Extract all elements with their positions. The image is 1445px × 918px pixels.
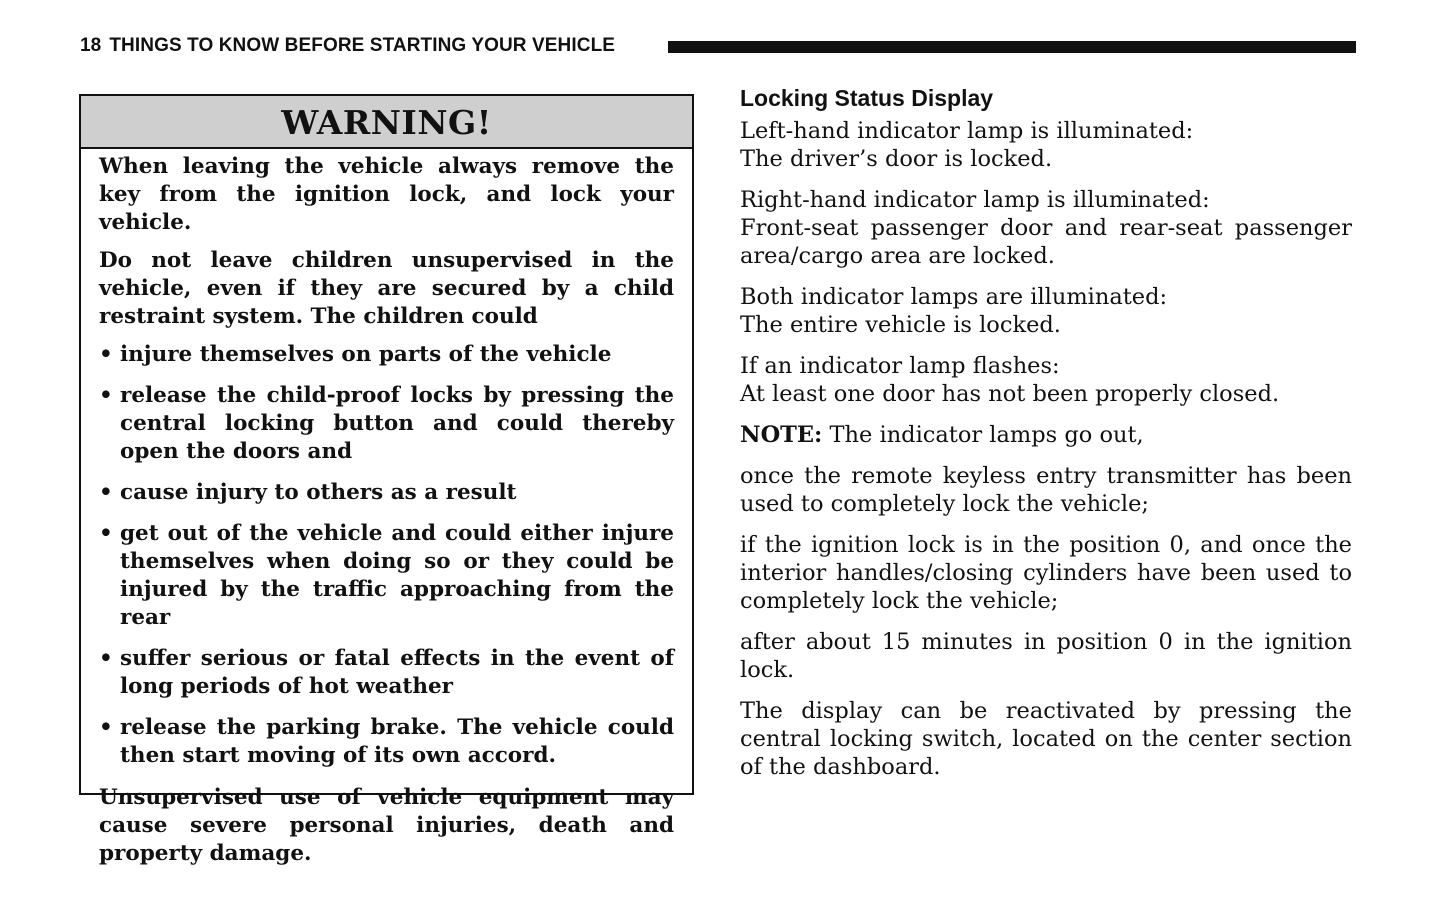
warning-body [81, 149, 692, 868]
warning-closing: Unsupervised use of vehicle equipment may cause severe personal injuries, death and property damage. [99, 785, 674, 866]
list-item [99, 479, 674, 507]
both-lamps-condition: Both indicator lamps are illuminated: [740, 284, 1168, 310]
header-rule [668, 41, 1356, 53]
list-item [99, 341, 674, 369]
list-item [99, 645, 674, 701]
bullet-icon: • [99, 342, 113, 367]
warning-box [79, 94, 694, 866]
flash-paragraph [740, 352, 1352, 408]
right-lamp-result: Front-seat passenger door and rear-seat passenger area/cargo area are locked. [740, 215, 1352, 269]
bullet-icon: • [99, 383, 113, 408]
page-header [80, 34, 1356, 58]
both-lamps-result: The entire vehicle is locked. [740, 312, 1061, 338]
list-item-text: cause injury to others as a result [120, 480, 517, 505]
left-lamp-condition: Left-hand indicator lamp is illuminated: [740, 118, 1194, 144]
note-label: NOTE: [740, 422, 823, 448]
list-item-text: release the child-proof locks by pressing the central locking button and could thereby open the doors and [120, 383, 674, 464]
right-lamp-condition: Right-hand indicator lamp is illuminated: [740, 187, 1210, 213]
warning-intro-key: When leaving the vehicle always remove the key from the ignition lock, and lock your vehicle. [99, 154, 674, 235]
note-item-ignition: if the ignition lock is in the position 0, and once the interior handles/closing cylinders have been used to completely lock the vehicle; [740, 532, 1352, 614]
bullet-icon: • [99, 521, 113, 546]
list-item-text: suffer serious or fatal effects in the event of long periods of hot weather [120, 646, 674, 699]
bullet-icon: • [99, 715, 113, 740]
warning-title: WARNING! [81, 96, 692, 149]
list-item [99, 382, 674, 466]
warning-intro-children: Do not leave children unsupervised in the vehicle, even if they are secured by a child restraint system. The children could [99, 248, 674, 329]
chapter-title: THINGS TO KNOW BEFORE STARTING YOUR VEHICLE [109, 35, 616, 56]
flash-result: At least one door has not been properly closed. [740, 381, 1280, 407]
note-item-timeout: after about 15 minutes in position 0 in the ignition lock. [740, 629, 1352, 683]
page-number: 18 [80, 35, 102, 56]
section-heading: Locking Status Display [740, 85, 994, 111]
left-lamp-paragraph [740, 117, 1352, 173]
locking-status-section [740, 83, 1352, 794]
note-paragraph [740, 421, 1352, 449]
list-item-text: release the parking brake. The vehicle could then start moving of its own accord. [120, 715, 674, 768]
note-text: The indicator lamps go out, [822, 422, 1144, 448]
running-header [80, 34, 615, 58]
list-item-text: injure themselves on parts of the vehicle [120, 342, 612, 367]
list-item [99, 714, 674, 770]
reactivate-paragraph: The display can be reactivated by pressing the central locking switch, located on the center section of the dashboard. [740, 698, 1352, 780]
list-item-text: get out of the vehicle and could either injure themselves when doing so or they could be injured by the traffic approaching from the rear [120, 521, 674, 630]
bullet-icon: • [99, 646, 113, 671]
both-lamps-paragraph [740, 283, 1352, 339]
flash-condition: If an indicator lamp flashes: [740, 353, 1060, 379]
list-item [99, 520, 674, 632]
note-item-transmitter: once the remote keyless entry transmitter has been used to completely lock the vehicle; [740, 463, 1352, 517]
bullet-icon: • [99, 480, 113, 505]
left-lamp-result: The driver’s door is locked. [740, 146, 1053, 172]
right-lamp-paragraph [740, 186, 1352, 270]
warning-bullet-list [99, 341, 674, 770]
